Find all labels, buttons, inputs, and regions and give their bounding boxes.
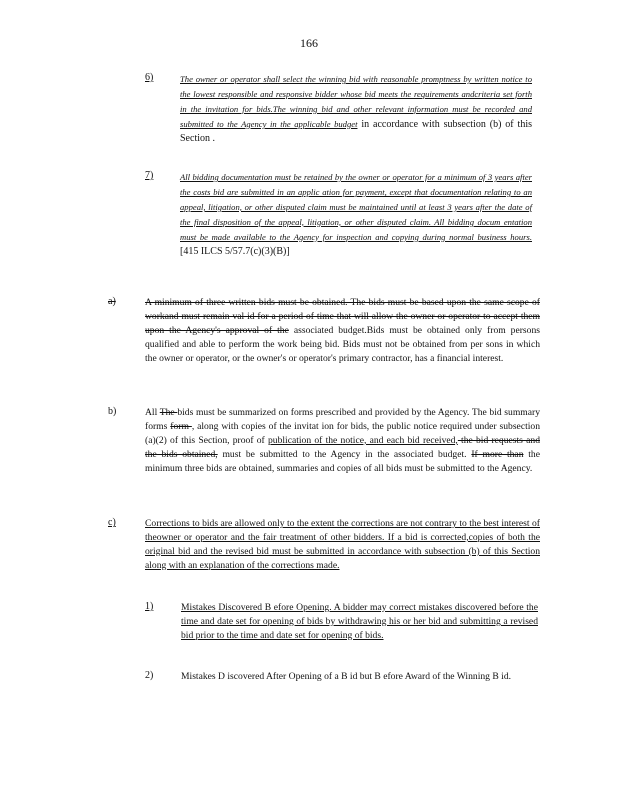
paragraph-6 (145, 72, 532, 146)
item-text (181, 601, 538, 643)
text-segment: must be submitted to the Agency in the associated budget. (217, 448, 472, 460)
text-segment: The (159, 407, 178, 418)
text-segment: form (170, 420, 192, 432)
paragraph-c (108, 517, 540, 573)
item-label: 6) (145, 72, 154, 83)
item-text (145, 296, 540, 366)
item-label: c) (108, 517, 116, 528)
text-segment: Mistakes Discovered B efore Opening. A bidder may correct mistakes discovered before the time and date set for opening of bids by withdrawing his or her bid and submitting a revised bid prior to the time and date set for opening of bids. (181, 602, 538, 641)
paragraph-a (108, 296, 540, 366)
text-segment: , along with copies of the invitat ion for bids, the public notice required under subsection (a)(2) of this Section, proof of (145, 420, 540, 446)
text-segment: bids must be summarized on forms prescribed and provided by the Agency. The bid summary forms (145, 407, 541, 432)
page-number: 166 (300, 36, 318, 50)
text-segment: Corrections to bids are allowed only to the extent the corrections are not contrary to the best interest of theowner or operator and the fair treatment of other bidders. If a bid is corrected,copies of both the original bid and the revised bid must be submitted in accordance with subsection (b) of this Section along with an explanation of the corrections made. (145, 518, 540, 571)
text-segment: associated budget.Bids must be obtained only from persons qualified and able to perform the work being bid. Bids must not be obtained from per sons in which the owner or operator, or the owner's or operator's primary contractor, has a financial interest. (145, 324, 540, 364)
text-segment: A minimum of three written bids must be obtained. The bids must be based upon the same scope of workand must remain val id for a period of time that will allow the owner or operator to accept them upon the Agency's approval of the (145, 297, 540, 336)
item-label: b) (108, 406, 117, 417)
item-label: a) (108, 296, 116, 307)
item-text (180, 72, 532, 146)
text-segment: All (145, 407, 160, 418)
item-label: 2) (145, 670, 154, 681)
text-segment: If more than (471, 448, 524, 460)
text-segment: publication of the notice, and each bid received, (267, 434, 458, 446)
item-label: 7) (145, 170, 154, 181)
paragraph-7 (145, 170, 532, 258)
paragraph-c1 (145, 601, 538, 643)
text-segment: [415 ILCS 5/57.7(c)(3)(B)] (180, 245, 290, 257)
text-segment: the bid requests and the bids obtained, (145, 434, 540, 460)
text-segment: Mistakes D iscovered After Opening of a B id but B efore Award of the Winning B id. (181, 671, 512, 682)
item-label: 1) (145, 601, 154, 612)
item-text (181, 670, 538, 684)
text-segment: The owner or operator shall select the winning bid with reasonable promptness by written notice to the lowest responsible and responsive bidder whose bid meets the requirements andcriteria set forth in the invitation for bids.The winning bid and other relevant information must be recorded and submitted to the Agency in the applicable budget (180, 74, 532, 129)
text-segment: All bidding documentation must be retained by the owner or operator for a minimum of 3 years after the costs bid are submitted in an applic ation for payment, except that documentation relating to an appeal, litigation, or other disputed claim must be maintained until at least 3 years after the date of the final disposition of the appeal, litigation, or other disputed claim. All bidding docum entation must be made available to the Agency for inspection and copying during normal business hours. (180, 172, 532, 242)
item-text (145, 517, 540, 573)
text-segment: in accordance with subsection (b) of this Section . (180, 118, 532, 144)
paragraph-c2 (145, 670, 538, 684)
paragraph-b (108, 406, 540, 476)
item-text (145, 406, 540, 476)
item-text (180, 170, 532, 258)
text-segment: the minimum three bids are obtained, summaries and copies of all bids must be submitted to the Agency. (145, 448, 540, 474)
